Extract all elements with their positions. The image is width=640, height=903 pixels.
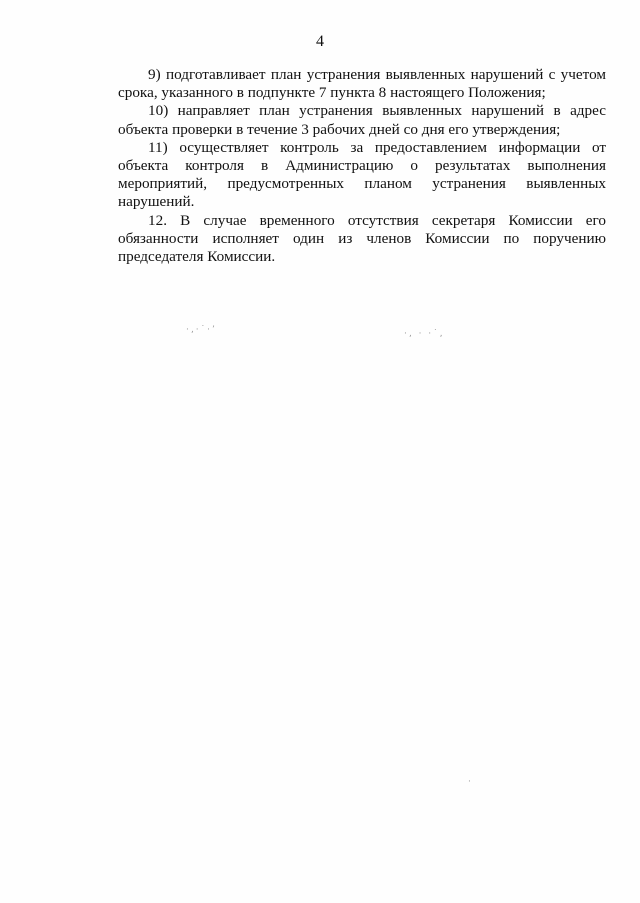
paragraph-item-11: 11) осуществляет контроль за предоставлением информации от объекта контроля в Администрацию о результатах выполнения мероприятий, предусмотренных планом устранения выявленных нарушений. <box>118 138 606 211</box>
paragraph-section-12: 12. В случае временного отсутствия секретаря Комиссии его обязанности исполняет один из членов Комиссии по поручению председателя Комиссии. <box>118 211 606 266</box>
paragraph-item-9: 9) подготавливает план устранения выявленных нарушений с учетом срока, указанного в подпункте 7 пункта 8 настоящего Положения; <box>118 66 606 102</box>
scan-artifact: · <box>468 777 473 787</box>
document-body <box>118 66 606 266</box>
scan-artifact: ·‚ · ·˙‚ <box>404 329 445 339</box>
paragraph-item-10: 10) направляет план устранения выявленных нарушений в адрес объекта проверки в течение 3 рабочих дней со дня его утверждения; <box>118 102 606 138</box>
page-number: 4 <box>316 33 324 50</box>
scan-artifact: ·‚·˙·’ <box>186 325 217 335</box>
